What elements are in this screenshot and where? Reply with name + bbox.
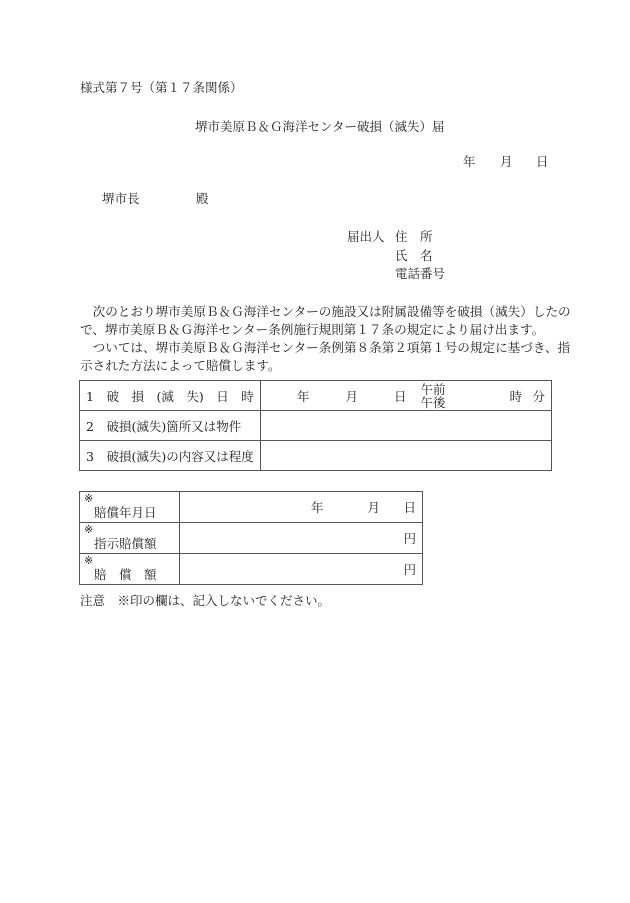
dt-day: 日 (394, 388, 407, 404)
damage-datetime-field[interactable] (261, 381, 552, 411)
damage-datetime-label: 1 破 損 (滅 失) 日 時 (80, 381, 261, 411)
table-row (80, 492, 423, 523)
body-line: で、堺市美原Ｂ＆Ｇ海洋センター条例施行規則第１７条の規定により届け出ます。 (80, 322, 545, 337)
table-row (80, 381, 552, 411)
compensation-date-label: 賠償年月日 (94, 505, 157, 520)
dt-month: 月 (345, 388, 359, 404)
comp-month: 月 (367, 500, 381, 515)
applicant-label: 届出人 (347, 229, 385, 244)
dt-minute: 分 (532, 388, 545, 404)
comp-day: 日 (403, 500, 416, 515)
body-line: 示された方法によって賠償します。 (80, 358, 281, 373)
dt-am: 午前 (420, 381, 446, 397)
document-title: 堺市美原Ｂ＆Ｇ海洋センター破損（滅失）届 (195, 119, 445, 134)
table-row (80, 411, 552, 441)
damage-details-table (79, 380, 552, 471)
damage-location-field[interactable] (261, 411, 552, 441)
body-line: ついては、堺市美原Ｂ＆Ｇ海洋センター条例第８条第２項第１号の規定に基づき、指 (80, 340, 571, 355)
dt-hour: 時 (509, 388, 523, 404)
table-row (80, 554, 423, 585)
table-row (80, 441, 552, 471)
body-line: 次のとおり堺市美原Ｂ＆Ｇ海洋センターの施設又は附属設備等を破損（滅失）したの (80, 304, 571, 319)
instructed-amount-label: 指示賠償額 (94, 536, 157, 551)
applicant-phone-label: 電話番号 (395, 266, 446, 281)
damage-extent-label: 3 破損(滅失)の内容又は程度 (80, 441, 261, 471)
office-use-mark: ※ (84, 554, 94, 567)
compensation-amount-label: 賠 償 額 (94, 567, 157, 582)
note: 注意 ※印の欄は、記入しないでください。 (80, 593, 331, 608)
date-month: 月 (500, 154, 513, 169)
dt-year: 年 (297, 388, 310, 404)
dt-pm: 午後 (420, 394, 446, 410)
comp-year: 年 (311, 500, 324, 515)
applicant-name-label: 氏 名 (395, 248, 433, 263)
yen-unit: 円 (403, 562, 416, 577)
instructed-amount-field[interactable] (180, 523, 423, 554)
date-year: 年 (463, 154, 476, 169)
applicant-address-label: 住 所 (395, 229, 433, 244)
yen-unit: 円 (403, 531, 416, 546)
addressee-name: 堺市長 (102, 191, 140, 206)
office-use-mark: ※ (84, 492, 94, 505)
addressee-honorific: 殿 (196, 191, 209, 206)
damage-location-label: 2 破損(滅失)箇所又は物件 (80, 411, 261, 441)
office-use-mark: ※ (84, 523, 94, 536)
compensation-table (79, 491, 423, 585)
compensation-amount-field[interactable] (180, 554, 423, 585)
table-row (80, 523, 423, 554)
form-number: 様式第７号（第１７条関係） (80, 80, 243, 95)
date-day: 日 (536, 154, 549, 169)
compensation-date-field[interactable] (180, 492, 423, 523)
damage-extent-field[interactable] (261, 441, 552, 471)
